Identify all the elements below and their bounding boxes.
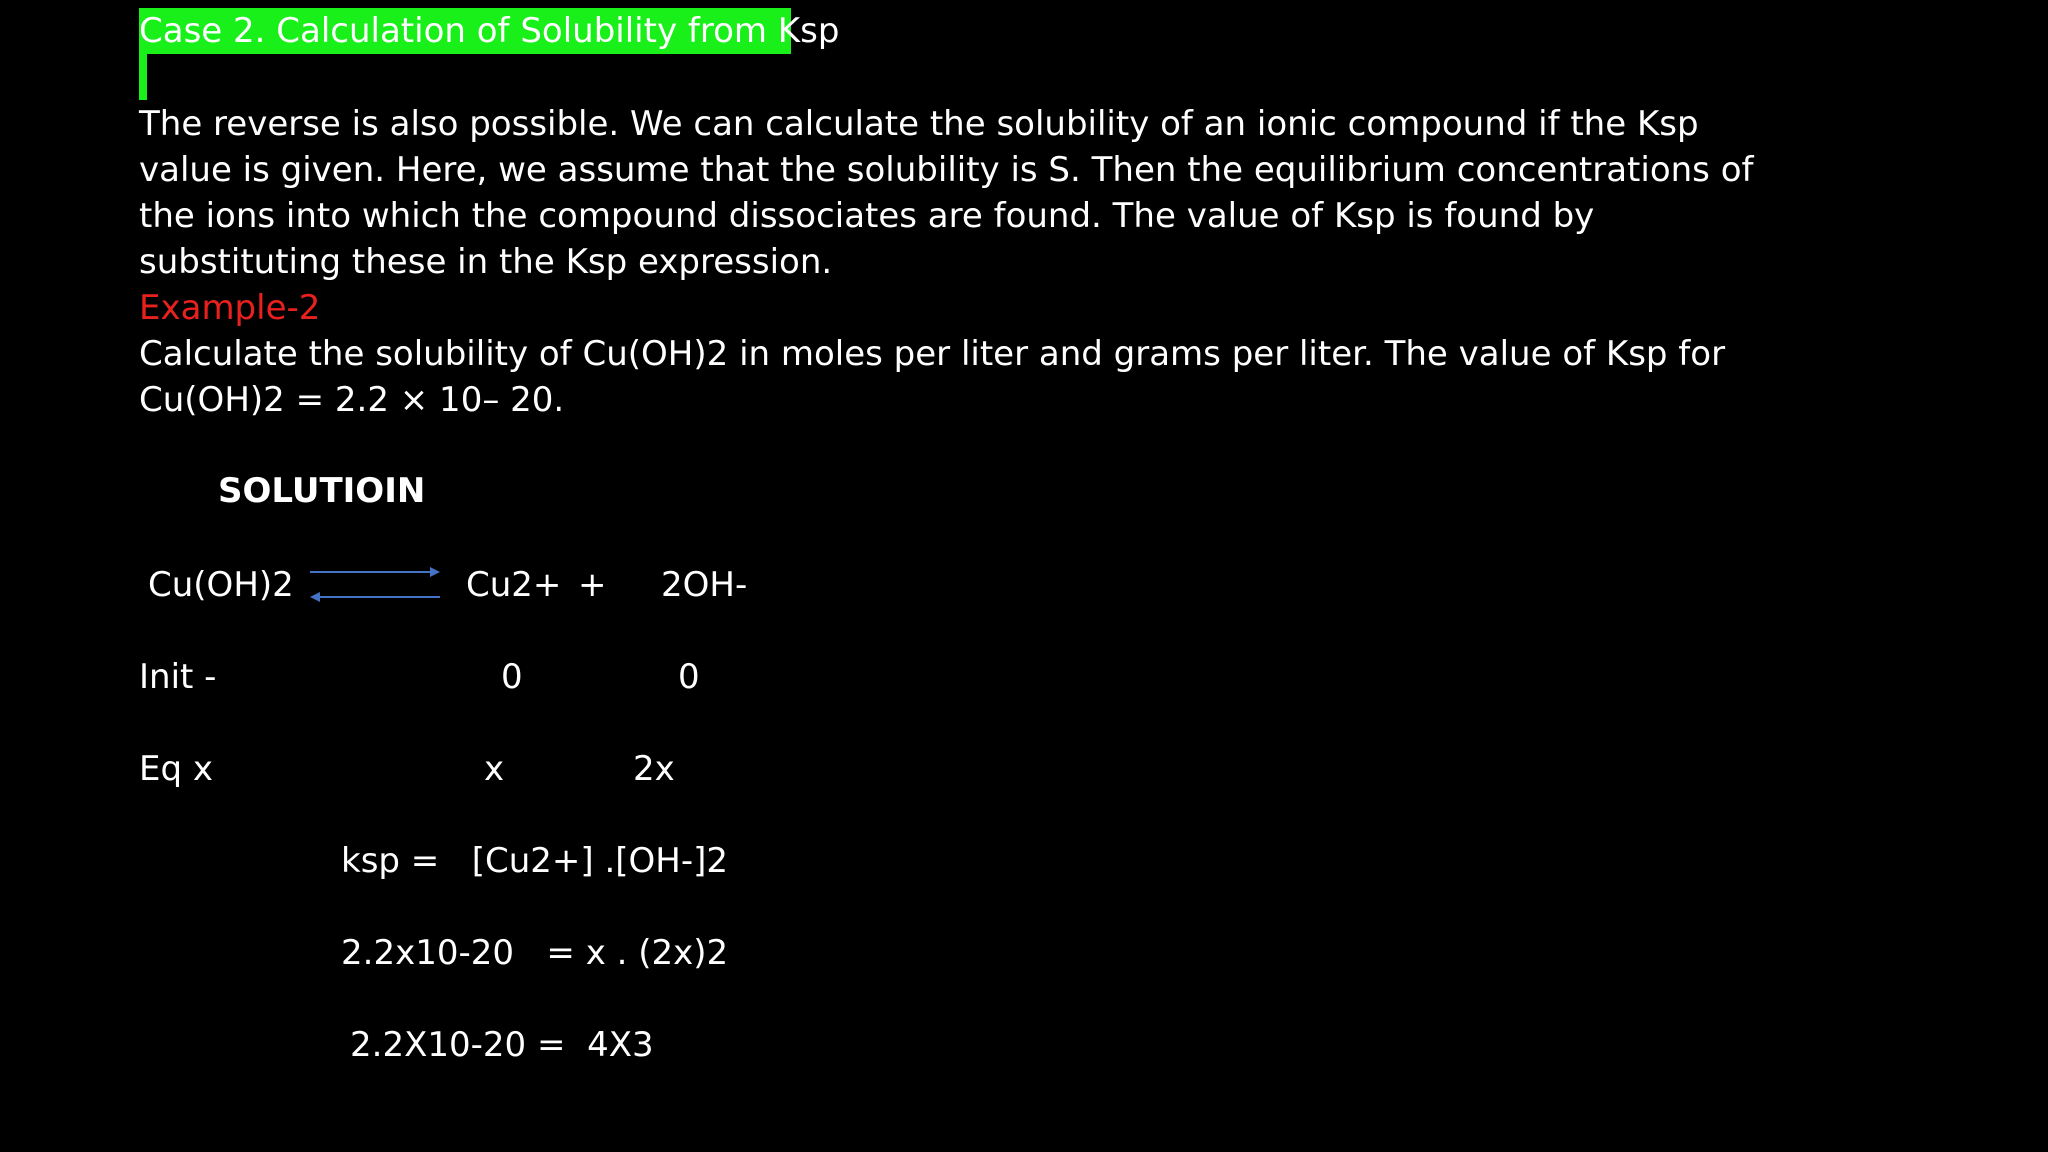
slide-title: Case 2. Calculation of Solubility from Ksp: [139, 11, 840, 51]
equilibrium-arrows-icon: [308, 562, 442, 606]
example-question: Calculate the solubility of Cu(OH)2 in moles per liter and grams per liter. The value of Ksp for Cu(OH)2 = 2.2 × 10– 20.: [139, 334, 1726, 420]
eq-oh-value: 2x: [633, 749, 675, 789]
ksp-simplified: 2.2X10-20 = 4X3: [350, 1025, 654, 1065]
product-oh-ion: 2OH-: [661, 565, 748, 605]
eq-row-label: Eq x: [139, 749, 213, 789]
intro-paragraph: The reverse is also possible. We can calculate the solubility of an ionic compound if the Ksp value is given. Here, we assume that the solubility is S. Then the equilibrium concentrations of the ions into which the compound dissociates are found. The value of Ksp is found by substituting these in the Ksp expression.: [139, 104, 1754, 282]
ksp-expression: ksp = [Cu2+] .[OH-]2: [341, 841, 729, 881]
reactant: Cu(OH)2: [148, 565, 294, 605]
eq-cu-value: x: [484, 749, 505, 789]
example-label: Example-2: [139, 288, 321, 328]
init-row-label: Init -: [139, 657, 217, 697]
init-oh-value: 0: [678, 657, 700, 697]
init-cu-value: 0: [501, 657, 523, 697]
plus-sign: +: [578, 565, 607, 605]
ksp-substitution: 2.2x10-20 = x . (2x)2: [341, 933, 729, 973]
product-cu-ion: Cu2+: [466, 565, 562, 605]
solution-label: SOLUTIOIN: [218, 471, 426, 511]
heading-highlight-tick: [139, 54, 147, 100]
